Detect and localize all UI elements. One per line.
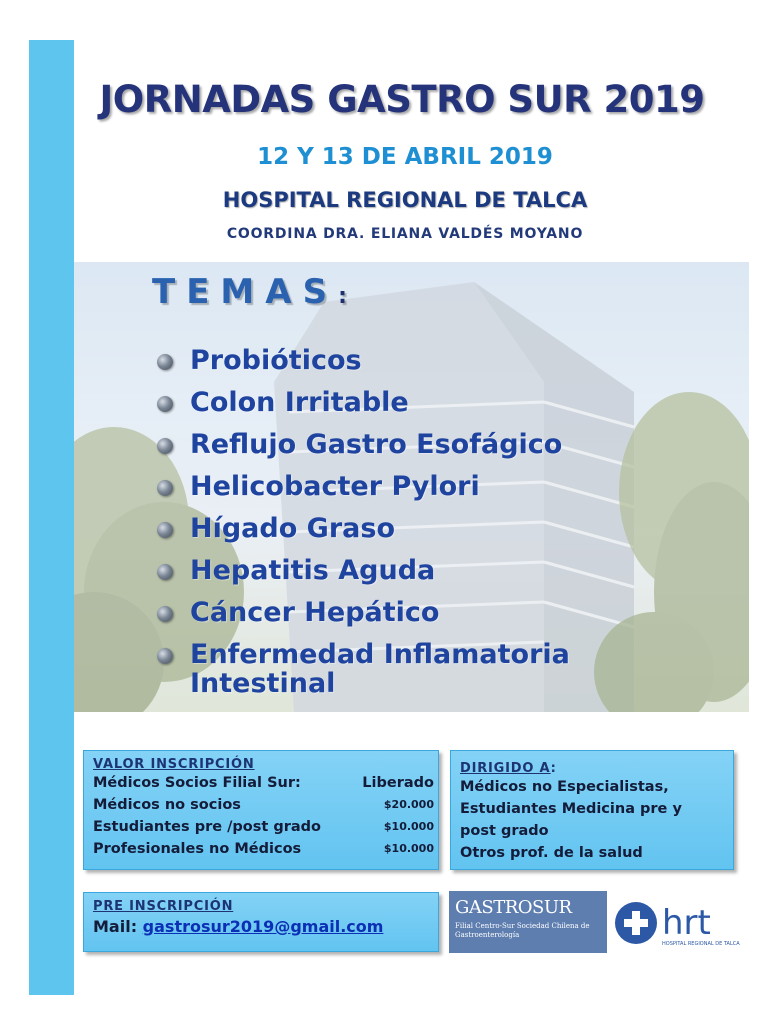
fee-row [93, 816, 434, 838]
fee-value: $10.000 [383, 820, 434, 833]
audience-line: Médicos no Especialistas, [460, 779, 669, 795]
sphere-bullet-icon [157, 354, 173, 370]
topic-item [155, 598, 570, 640]
fee-value: $20.000 [383, 798, 434, 811]
temas-heading-text: TEMAS [152, 272, 339, 312]
topic-label: Colon Irritable [190, 387, 409, 418]
sphere-bullet-icon [157, 564, 173, 580]
fee-label: Profesionales no Médicos [93, 841, 302, 857]
gastrosur-subtitle: Filial Centro-Sur Sociedad Chilena de Gastroenterología [455, 922, 590, 939]
topic-item [155, 472, 570, 514]
topic-item [155, 388, 570, 430]
email-link[interactable]: gastrosur2019@gmail.com [142, 917, 384, 936]
fee-row [93, 794, 434, 816]
sphere-bullet-icon [157, 606, 173, 622]
topic-label: Reflujo Gastro Esofágico [190, 429, 563, 460]
audience-colon: : [550, 761, 557, 776]
event-dates: 12 Y 13 DE ABRIL 2019 [257, 144, 553, 170]
topic-label: Enfermedad Inflamatoria [190, 639, 570, 670]
topic-label: Cáncer Hepático [190, 597, 440, 628]
topic-label-continued: Intestinal [190, 668, 336, 699]
topic-list [155, 346, 570, 698]
hrt-subtitle: HOSPITAL REGIONAL DE TALCA [662, 941, 740, 947]
mail-line [93, 914, 438, 940]
fee-value: Liberado [362, 775, 434, 791]
topic-label: Hepatitis Aguda [190, 555, 436, 586]
hospital-name: HOSPITAL REGIONAL DE TALCA [222, 188, 588, 212]
gastrosur-name: GASTROSUR [455, 897, 572, 918]
audience-line: Estudiantes Medicina pre y [460, 801, 682, 817]
audience-line: post grado [460, 823, 549, 839]
topic-label: Probióticos [190, 345, 362, 376]
topic-item [155, 556, 570, 598]
fee-label: Estudiantes pre /post grado [93, 819, 322, 835]
temas-colon: : [338, 284, 347, 309]
sphere-bullet-icon [157, 480, 173, 496]
gastrosur-logo [449, 891, 607, 953]
registration-fee-heading: VALOR INSCRIPCIÓN [93, 757, 255, 772]
hrt-wordmark: hrt [662, 903, 711, 943]
fee-row [93, 838, 434, 860]
fee-label: Médicos no socios [93, 797, 241, 813]
sphere-bullet-icon [157, 648, 173, 664]
pre-registration-heading: PRE INSCRIPCIÓN [93, 899, 234, 914]
side-bar [29, 40, 74, 995]
topic-item [155, 346, 570, 388]
audience-heading: DIRIGIDO A [460, 761, 551, 776]
sphere-bullet-icon [157, 522, 173, 538]
audience-line: Otros prof. de la salud [460, 845, 643, 861]
coordinator: COORDINA DRA. ELIANA VALDÉS MOYANO [226, 226, 584, 242]
mail-label: Mail: [93, 917, 138, 936]
topic-item [155, 514, 570, 556]
audience-box [450, 750, 734, 870]
sphere-bullet-icon [157, 396, 173, 412]
sphere-bullet-icon [157, 438, 173, 454]
audience-heading-wrap [460, 757, 733, 776]
registration-fee-box [83, 750, 439, 870]
topic-label: Hígado Graso [190, 513, 395, 544]
topic-label: Helicobacter Pylori [190, 471, 480, 502]
fee-label: Médicos Socios Filial Sur: [93, 775, 301, 791]
temas-heading [152, 272, 347, 312]
pre-registration-box [83, 892, 439, 952]
topic-item [155, 640, 570, 698]
fee-value: $10.000 [383, 842, 434, 855]
topic-item [155, 430, 570, 472]
fee-row [93, 772, 434, 794]
hrt-logo [612, 894, 742, 954]
page-title: JORNADAS GASTRO SUR 2019 [99, 78, 705, 121]
